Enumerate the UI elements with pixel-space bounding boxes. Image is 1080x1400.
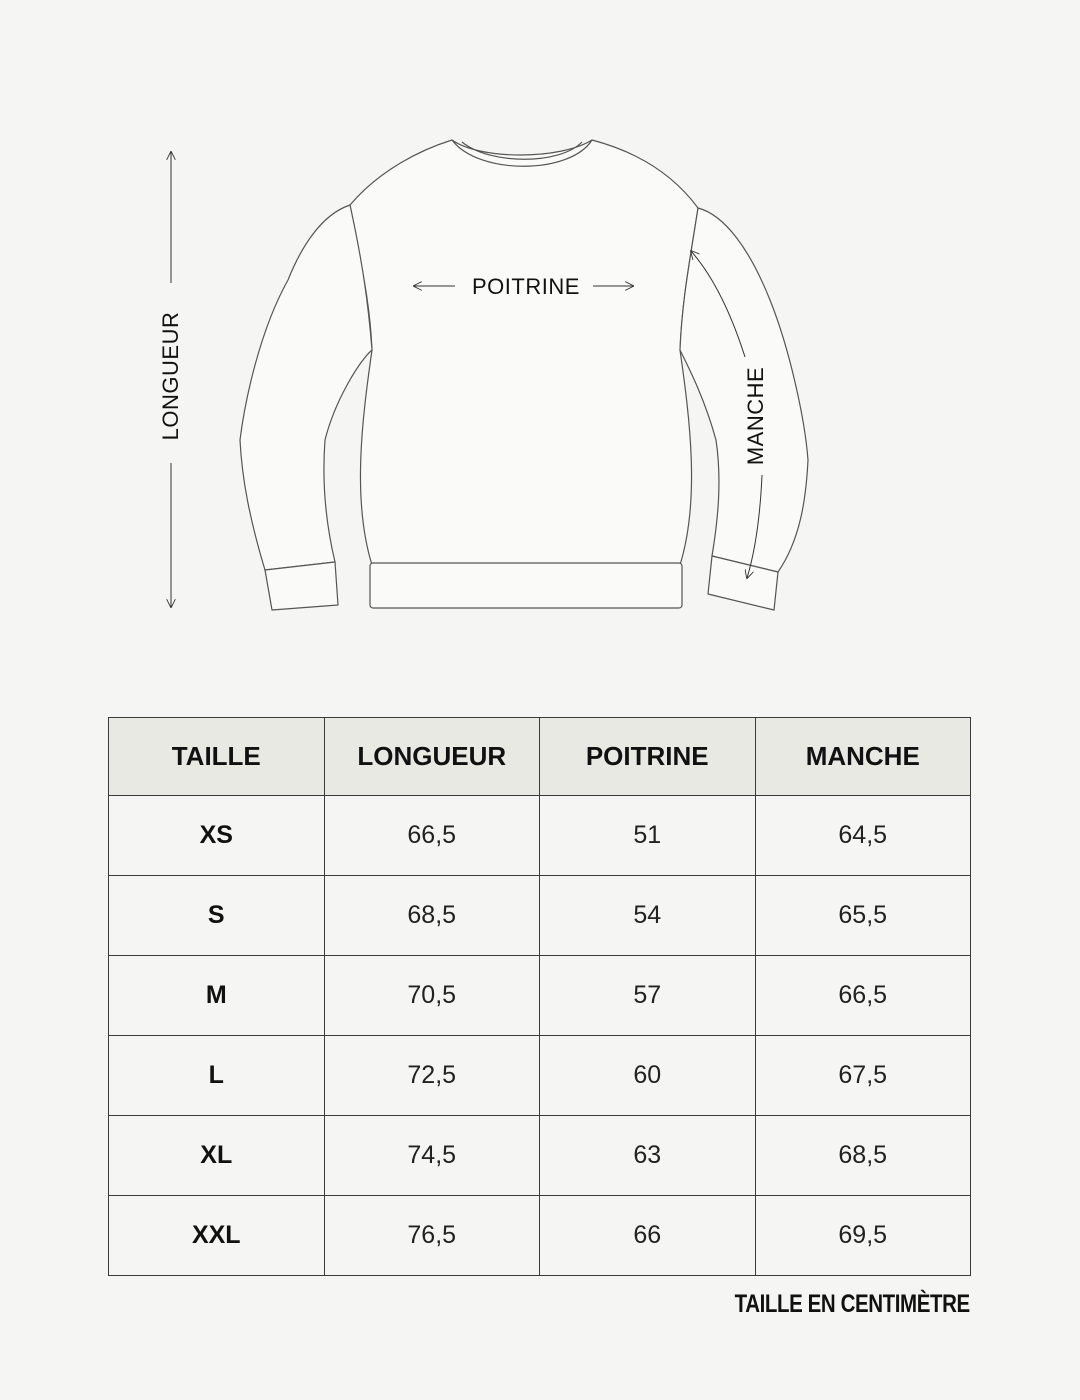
- poitrine-cell: 66: [540, 1196, 756, 1276]
- table-row: [109, 956, 971, 1036]
- sweatshirt-body: [350, 140, 698, 565]
- longueur-cell: 76,5: [324, 1196, 540, 1276]
- size-table: [108, 717, 971, 1276]
- poitrine-cell: 60: [540, 1036, 756, 1116]
- table-row: [109, 796, 971, 876]
- sweatshirt-diagram: [0, 0, 1080, 680]
- longueur-cell: 68,5: [324, 876, 540, 956]
- label-manche: MANCHE: [743, 366, 768, 466]
- size-cell: XXL: [109, 1196, 325, 1276]
- poitrine-cell: 51: [540, 796, 756, 876]
- unit-footnote: TAILLE EN CENTIMÈTRE: [734, 1290, 970, 1318]
- left-sleeve: [240, 205, 372, 570]
- hem-band: [370, 563, 682, 608]
- poitrine-cell: 54: [540, 876, 756, 956]
- longueur-cell: 74,5: [324, 1116, 540, 1196]
- header-longueur: LONGUEUR: [324, 718, 540, 796]
- longueur-cell: 72,5: [324, 1036, 540, 1116]
- poitrine-cell: 57: [540, 956, 756, 1036]
- size-cell: XS: [109, 796, 325, 876]
- table-row: [109, 1036, 971, 1116]
- table-header-row: [109, 718, 971, 796]
- size-cell: L: [109, 1036, 325, 1116]
- header-manche: MANCHE: [755, 718, 971, 796]
- manche-cell: 69,5: [755, 1196, 971, 1276]
- left-cuff: [265, 562, 338, 610]
- header-taille: TAILLE: [109, 718, 325, 796]
- table-row: [109, 876, 971, 956]
- size-cell: M: [109, 956, 325, 1036]
- manche-cell: 68,5: [755, 1116, 971, 1196]
- poitrine-cell: 63: [540, 1116, 756, 1196]
- longueur-cell: 70,5: [324, 956, 540, 1036]
- header-poitrine: POITRINE: [540, 718, 756, 796]
- table-row: [109, 1116, 971, 1196]
- longueur-cell: 66,5: [324, 796, 540, 876]
- size-cell: XL: [109, 1116, 325, 1196]
- manche-cell: 66,5: [755, 956, 971, 1036]
- table-row: [109, 1196, 971, 1276]
- label-poitrine: POITRINE: [472, 274, 580, 299]
- size-cell: S: [109, 876, 325, 956]
- label-longueur: LONGUEUR: [158, 311, 183, 441]
- manche-cell: 67,5: [755, 1036, 971, 1116]
- manche-cell: 65,5: [755, 876, 971, 956]
- manche-cell: 64,5: [755, 796, 971, 876]
